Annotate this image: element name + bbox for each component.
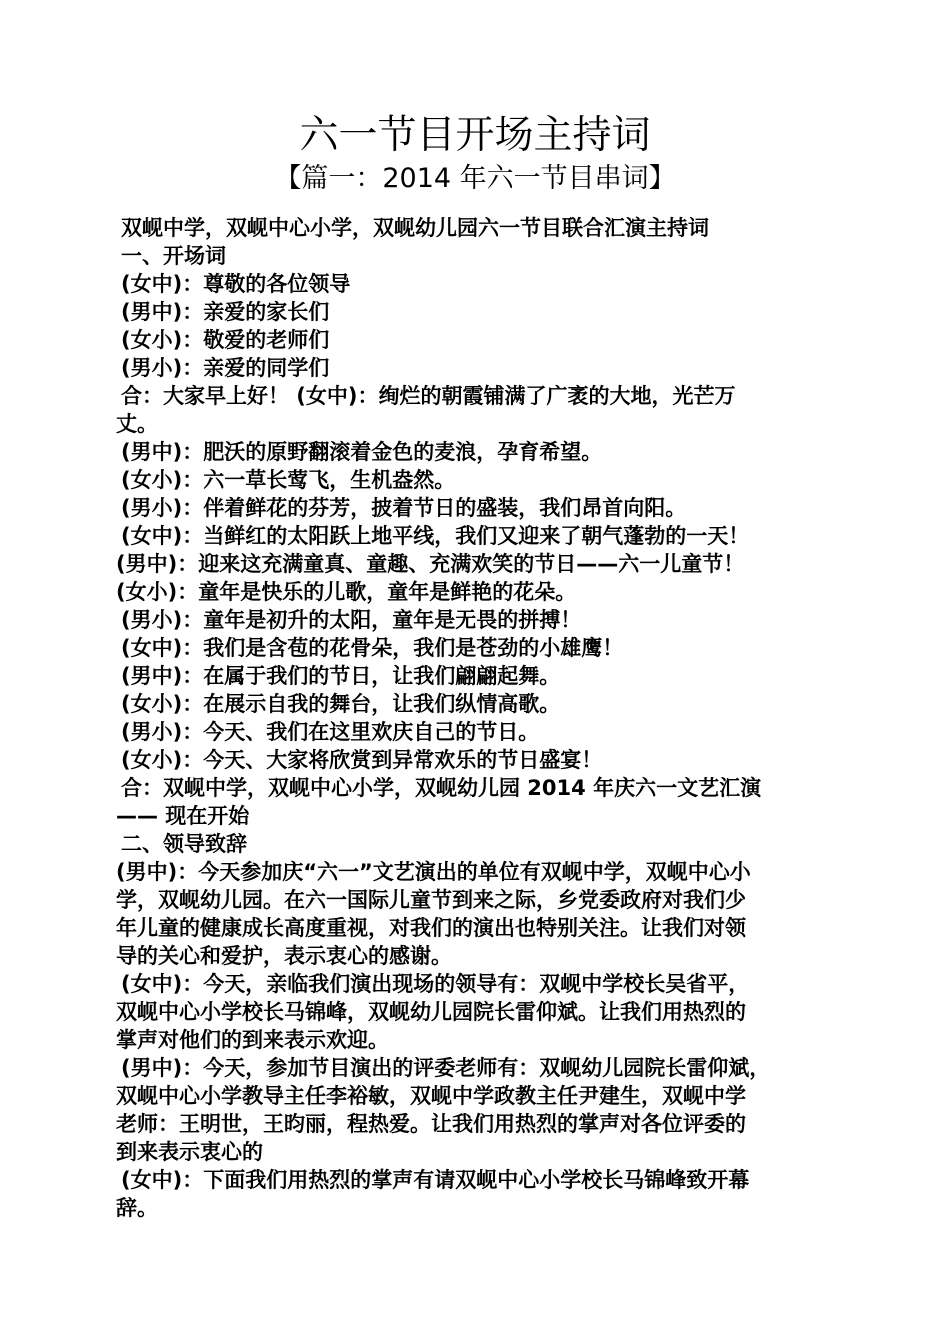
text-line: (女小)：在展示自我的舞台，让我们纵情高歌。 [121,692,561,716]
text-line: 合：双岘中学，双岘中心小学，双岘幼儿园 2014 年庆六一文艺汇演 [121,776,762,800]
document-subtitle: 【篇一：2014 年六一节目串词】 [274,163,676,194]
text-line: (男小)：亲爱的同学们 [121,356,330,380]
text-line: (男中)：今天参加庆“六一”文艺演出的单位有双岘中学，双岘中心小 [116,860,751,884]
text-line: 导的关心和爱护，表示衷心的感谢。 [116,944,452,968]
text-line: (男小)：今天、我们在这里欢庆自己的节日。 [121,720,540,744]
text-line: (女小)：童年是快乐的儿歌，童年是鲜艳的花朵。 [116,580,577,604]
text-line: 双岘中心小学校长马锦峰，双岘幼儿园院长雷仰斌。让我们用热烈的 [116,1000,746,1024]
text-line: 丈。 [116,412,158,436]
text-line: 双岘中心小学教导主任李裕敏，双岘中学政教主任尹建生，双岘中学 [116,1084,746,1108]
text-line: (女小)：今天、大家将欣赏到异常欢乐的节日盛宴！ [121,748,603,772]
text-line: —— 现在开始 [116,804,250,828]
text-line: (女小)：敬爱的老师们 [121,328,330,352]
text-line: 学，双岘幼儿园。在六一国际儿童节到来之际，乡党委政府对我们少 [116,888,746,912]
text-line: 掌声对他们的到来表示欢迎。 [116,1028,389,1052]
text-line: 二、领导致辞 [121,832,247,856]
text-line: 一、开场词 [121,244,226,268]
text-line: (男中)：肥沃的原野翻滚着金色的麦浪，孕育希望。 [121,440,603,464]
text-line: (女中)：当鲜红的太阳跃上地平线，我们又迎来了朝气蓬勃的一天！ [121,524,750,548]
document-body [116,214,846,1222]
text-line: 年儿童的健康成长高度重视，对我们的演出也特别关注。让我们对领 [116,916,746,940]
text-line: 老师：王明世，王昀丽，程热爱。让我们用热烈的掌声对各位评委的 [116,1112,746,1136]
text-line: (女小)：六一草长莺飞，生机盎然。 [121,468,456,492]
text-line: (男小)：童年是初升的太阳，童年是无畏的拼搏！ [121,608,582,632]
text-line: (男中)：在属于我们的节日，让我们翩翩起舞。 [121,664,561,688]
text-line: (男中)：亲爱的家长们 [121,300,330,324]
text-line: (女中)：尊敬的各位领导 [121,272,351,296]
text-line: (男中)：迎来这充满童真、童趣、充满欢笑的节日——六一儿童节！ [116,552,745,576]
text-line: 辞。 [116,1196,158,1220]
text-line: (男中)：今天，参加节目演出的评委老师有：双岘幼儿园院长雷仰斌， [121,1056,771,1080]
text-line: 双岘中学，双岘中心小学，双岘幼儿园六一节目联合汇演主持词 [121,216,709,240]
text-line: 到来表示衷心的 [116,1140,263,1164]
document-title: 六一节目开场主持词 [299,113,651,158]
text-line: (男小)：伴着鲜花的芬芳，披着节日的盛装，我们昂首向阳。 [121,496,687,520]
text-line: (女中)：我们是含苞的花骨朵，我们是苍劲的小雄鹰！ [121,636,624,660]
text-line: (女中)：今天，亲临我们演出现场的领导有：双岘中学校长吴省平， [121,972,750,996]
text-line: (女中)：下面我们用热烈的掌声有请双岘中心小学校长马锦峰致开幕 [121,1168,750,1192]
text-line: 合：大家早上好！ (女中)：绚烂的朝霞铺满了广袤的大地，光芒万 [121,384,736,408]
